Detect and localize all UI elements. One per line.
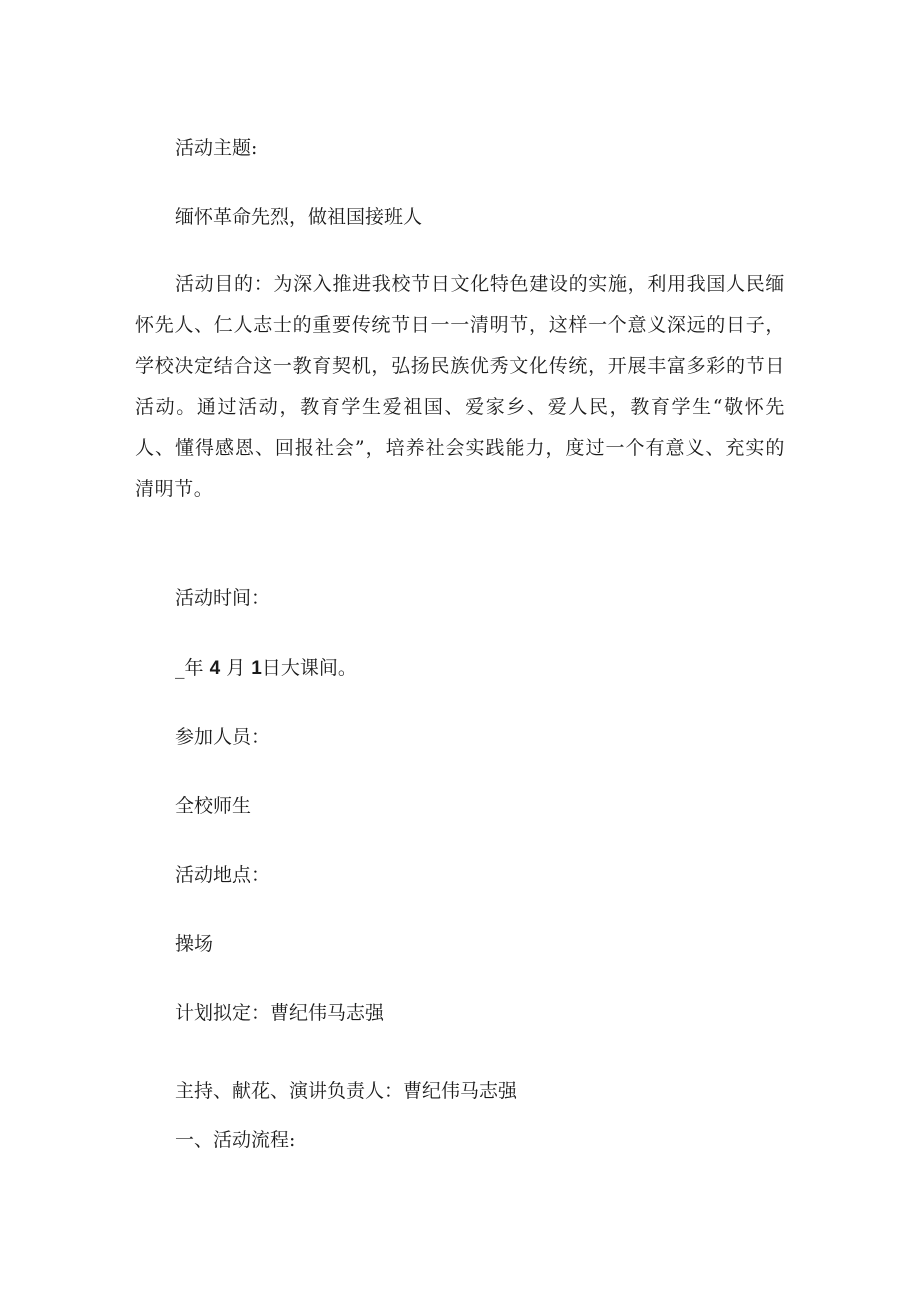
time-month-unit: 月 [226, 657, 246, 679]
time-month: 4 [209, 658, 221, 679]
host-line: 主持、献花、演讲负责人：曹纪伟马志强 [175, 1080, 518, 1102]
time-prefix: _年 [175, 657, 204, 679]
participants-heading: 参加人员： [175, 726, 271, 748]
process-heading: 一、活动流程: [175, 1129, 296, 1151]
theme-value: 缅怀革命先烈，做祖国接班人 [175, 206, 423, 228]
time-day: 1 [251, 658, 262, 679]
planner-line: 计划拟定：曹纪伟马志强 [175, 1002, 385, 1024]
time-value [175, 656, 357, 681]
time-suffix: 日大课间。 [261, 657, 357, 679]
time-heading: 活动时间： [175, 587, 271, 609]
location-heading: 活动地点： [175, 864, 271, 886]
participants-value: 全校师生 [175, 795, 252, 817]
theme-heading: 活动主题: [175, 137, 258, 159]
purpose-paragraph: 活动目的：为深入推进我校节日文化特色建设的实施，利用我国人民缅怀先人、仁人志士的重要传统节日一一清明节，这样一个意义深远的日子，学校决定结合这一教育契机，弘扬民族优秀文化传统，开展丰富多彩的节日活动。通过活动，教育学生爱祖国、爱家乡、爱人民，教育学生“敬怀先人、懂得感恩、回报社会”，培养社会实践能力，度过一个有意义、充实的清明节。 [135, 273, 785, 500]
location-value: 操场 [175, 933, 214, 955]
